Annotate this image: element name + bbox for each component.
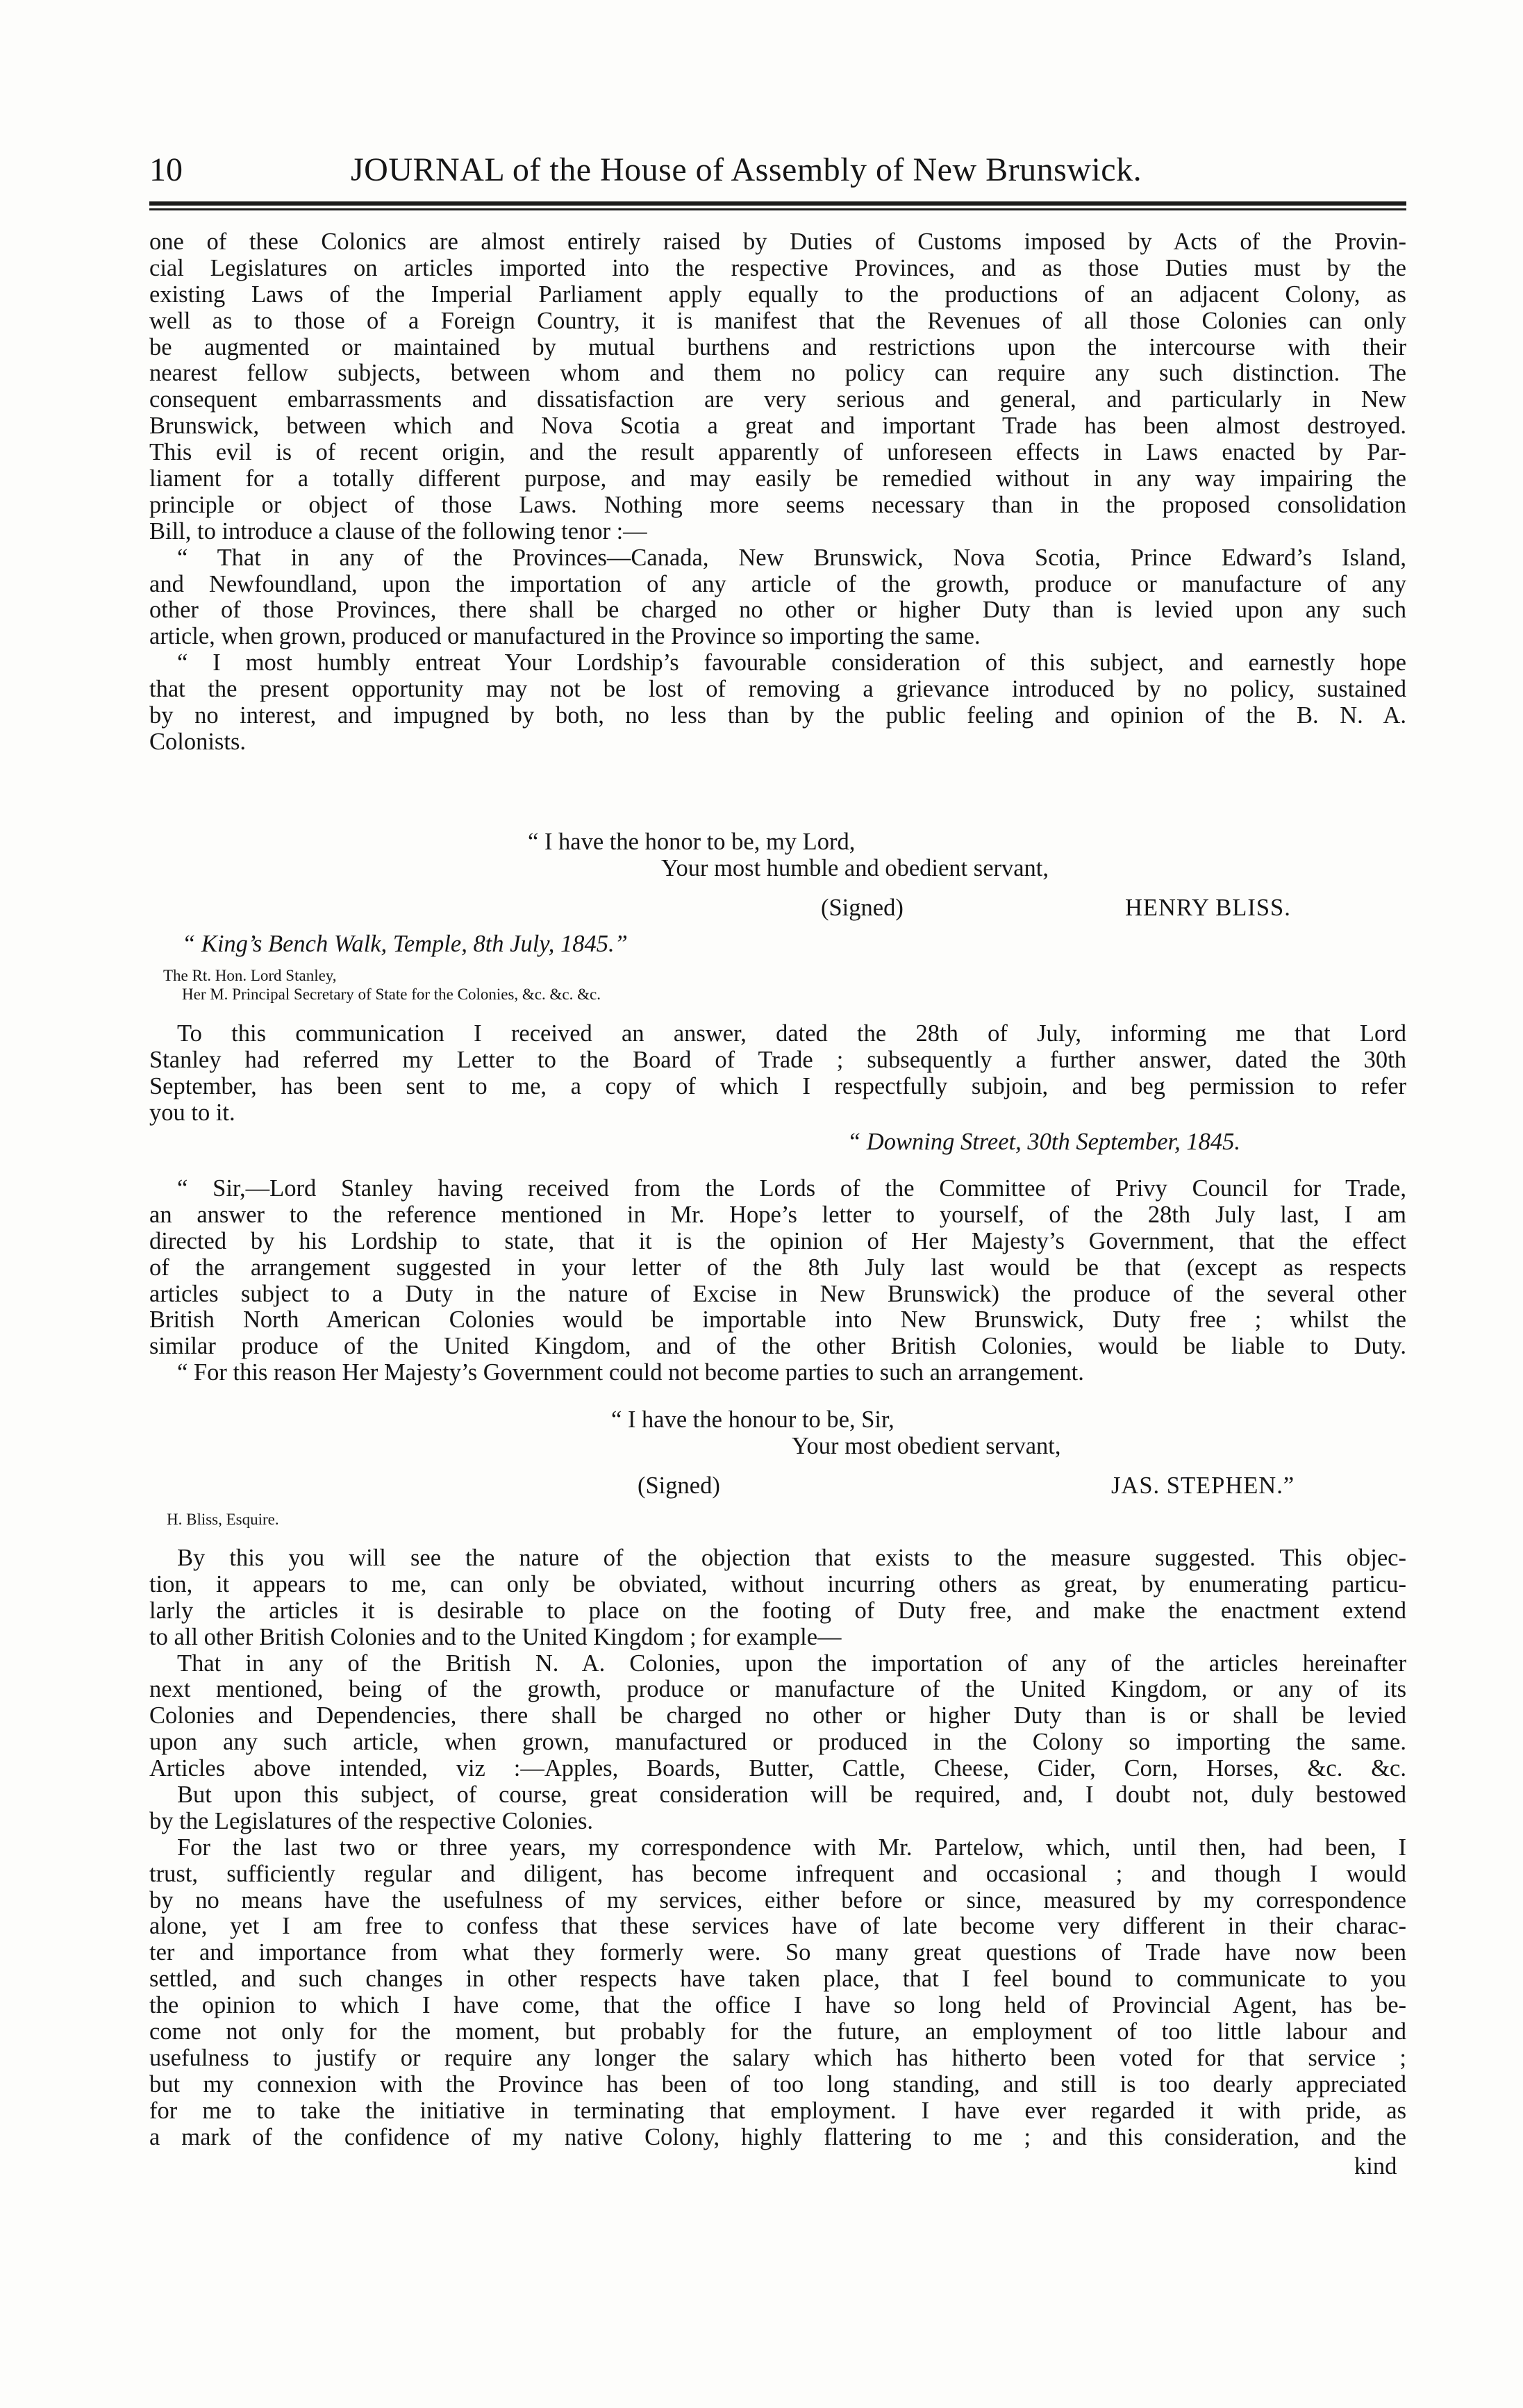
text-line: the opinion to which I have come, that the office I have so long held of Provincial Agent, has be- [149,1993,1406,2019]
text-line: “ For this reason Her Majesty’s Government could not become parties to such an arrangement. [177,1360,1084,1386]
text-line: trust, sufficiently regular and diligent, has become infrequent and occasional ; and though I would [149,1861,1406,1887]
addressee-line: Her M. Principal Secretary of State for the Colonies, &c. &c. &c. [182,986,601,1003]
text-line: ter and importance from what they formerly were. So many great questions of Trade have now been [149,1940,1406,1966]
signatory-name: JAS. STEPHEN.” [1111,1472,1295,1499]
letter-body-bliss [149,229,1406,756]
closing-salutation: “ I have the honour to be, Sir, [611,1406,894,1433]
addressee-line: The Rt. Hon. Lord Stanley, [163,967,337,984]
addressee-line: H. Bliss, Esquire. [167,1511,279,1528]
text-line: and Newfoundland, upon the importation of any article of the growth, produce or manufacture of any [149,571,1406,597]
text-line: “ That in any of the Provinces—Canada, New Brunswick, Nova Scotia, Prince Edward’s Island, [177,545,1406,571]
text-line: Colonists. [149,729,246,755]
text-line: next mentioned, being of the growth, produce or manufacture of the United Kingdom, or any of its [149,1677,1406,1703]
text-line: liament for a totally different purpose, and may easily be remedied without in any way impairing the [149,466,1406,492]
text-line: This evil is of recent origin, and the result apparently of unforeseen effects in Laws enacted by Par- [149,440,1406,466]
text-line: upon any such article, when grown, manufactured or produced in the Colony so importing the same. [149,1729,1406,1756]
text-line: British North American Colonies would be importable into New Brunswick, Duty free ; whilst the [149,1307,1406,1334]
closing-servant: Your most obedient servant, [792,1433,1061,1459]
text-line: tion, it appears to me, can only be obviated, without incurring others as great, by enumerating particu- [149,1571,1406,1597]
header-rule-thin [149,208,1406,210]
text-line: consequent embarrassments and dissatisfaction are very serious and general, and particularly in New [149,387,1406,413]
closing-servant: Your most humble and obedient servant, [661,855,1049,881]
text-line: a mark of the confidence of my native Colony, highly flattering to me ; and this consideration, and the [149,2124,1406,2150]
text-line: come not only for the moment, but probably for the future, an employment of too little labour and [149,2019,1406,2045]
text-line: Stanley had referred my Letter to the Board of Trade ; subsequently a further answer, dated the 30th [149,1047,1406,1073]
text-line: for me to take the initiative in terminating that employment. I have ever regarded it with pride, as [149,2098,1406,2124]
closing-salutation: “ I have the honor to be, my Lord, [528,829,856,855]
dateline: “ Downing Street, 30th September, 1845. [847,1129,1241,1155]
text-line: by the Legislatures of the respective Colonies. [149,1808,594,1834]
narrative-paragraph [149,1021,1406,1127]
narrative-continuation [149,1545,1406,2150]
text-line: by no interest, and impugned by both, no less than by the public feeling and opinion of the B. N. A. [149,703,1406,729]
text-line: principle or object of those Laws. Nothing more seems necessary than in the proposed consolidation [149,492,1406,518]
text-line: To this communication I received an answer, dated the 28th of July, informing me that Lord [177,1021,1406,1047]
text-line: For the last two or three years, my correspondence with Mr. Partelow, which, until then, had been, I [177,1834,1406,1861]
text-line: well as to those of a Foreign Country, it is manifest that the Revenues of all those Colonies can only [149,308,1406,334]
text-line: larly the articles it is desirable to place on the footing of Duty free, and make the enactment extend [149,1597,1406,1624]
text-line: Colonies and Dependencies, there shall be charged no other or higher Duty than is or shall be levied [149,1703,1406,1729]
text-line: cial Legislatures on articles imported into the respective Provinces, and as those Duties must by the [149,255,1406,281]
header-rule-thick [149,201,1406,206]
text-line: an answer to the reference mentioned in Mr. Hope’s letter to yourself, of the 28th July last, I am [149,1202,1406,1228]
text-line: Bill, to introduce a clause of the following tenor :— [149,518,647,545]
page-number: 10 [149,151,183,188]
catchword: kind [1354,2153,1397,2179]
running-title: JOURNAL of the House of Assembly of New Brunswick. [351,151,1142,188]
text-line: Brunswick, between which and Nova Scotia a great and important Trade has been almost destroyed. [149,413,1406,440]
text-line: settled, and such changes in other respects have taken place, that I feel bound to communicate to you [149,1966,1406,1993]
signatory-name: HENRY BLISS. [1125,895,1291,921]
text-line: “ Sir,—Lord Stanley having received from the Lords of the Committee of Privy Council for Trade, [177,1176,1406,1202]
text-line: one of these Colonics are almost entirely raised by Duties of Customs imposed by Acts of the Provin- [149,229,1406,255]
text-line: be augmented or maintained by mutual burthens and restrictions upon the intercourse with their [149,334,1406,360]
text-line: usefulness to justify or require any longer the salary which has hitherto been voted for that service ; [149,2045,1406,2071]
text-line: September, has been sent to me, a copy of which I respectfully subjoin, and beg permission to refer [149,1073,1406,1099]
signed-label: (Signed) [638,1472,720,1499]
text-line: other of those Provinces, there shall be charged no other or higher Duty than is levied upon any such [149,597,1406,624]
text-line: But upon this subject, of course, great consideration will be required, and, I doubt not, duly bestowed [177,1782,1406,1809]
text-line: That in any of the British N. A. Colonies, upon the importation of any of the articles hereinafter [177,1650,1406,1677]
text-line: directed by his Lordship to state, that it is the opinion of Her Majesty’s Government, that the effect [149,1228,1406,1254]
place-date: “ King’s Bench Walk, Temple, 8th July, 1845.” [182,931,628,957]
text-line: article, when grown, produced or manufactured in the Province so importing the same. [149,624,981,650]
text-line: similar produce of the United Kingdom, and of the other British Colonies, would be liable to Duty. [149,1334,1406,1360]
page-header [149,146,1406,194]
text-line: by no means have the usefulness of my services, either before or since, measured by my correspondence [149,1887,1406,1913]
text-line: but my connexion with the Province has been of too long standing, and still is too dearly appreciated [149,2071,1406,2098]
text-line: of the arrangement suggested in your letter of the 8th July last would be that (except as respects [149,1254,1406,1281]
text-line: that the present opportunity may not be lost of removing a grievance introduced by no policy, sustained [149,676,1406,703]
text-line: By this you will see the nature of the objection that exists to the measure suggested. This objec- [177,1545,1406,1571]
text-line: to all other British Colonies and to the United Kingdom ; for example— [149,1624,842,1650]
text-line: you to it. [149,1099,235,1126]
text-line: existing Laws of the Imperial Parliament apply equally to the productions of an adjacent Colony, as [149,281,1406,308]
signed-label: (Signed) [821,895,904,921]
text-line: Articles above intended, viz :—Apples, Boards, Butter, Cattle, Cheese, Cider, Corn, Horses, &c. &c. [149,1756,1406,1782]
text-line: alone, yet I am free to confess that these services have of late become very different in their charac- [149,1913,1406,1940]
text-line: nearest fellow subjects, between whom and them no policy can require any such distinction. The [149,360,1406,387]
letter-body-stephen [149,1176,1406,1386]
text-line: articles subject to a Duty in the nature of Excise in New Brunswick) the produce of the several other [149,1281,1406,1307]
text-line: “ I most humbly entreat Your Lordship’s favourable consideration of this subject, and earnestly hope [177,650,1406,676]
